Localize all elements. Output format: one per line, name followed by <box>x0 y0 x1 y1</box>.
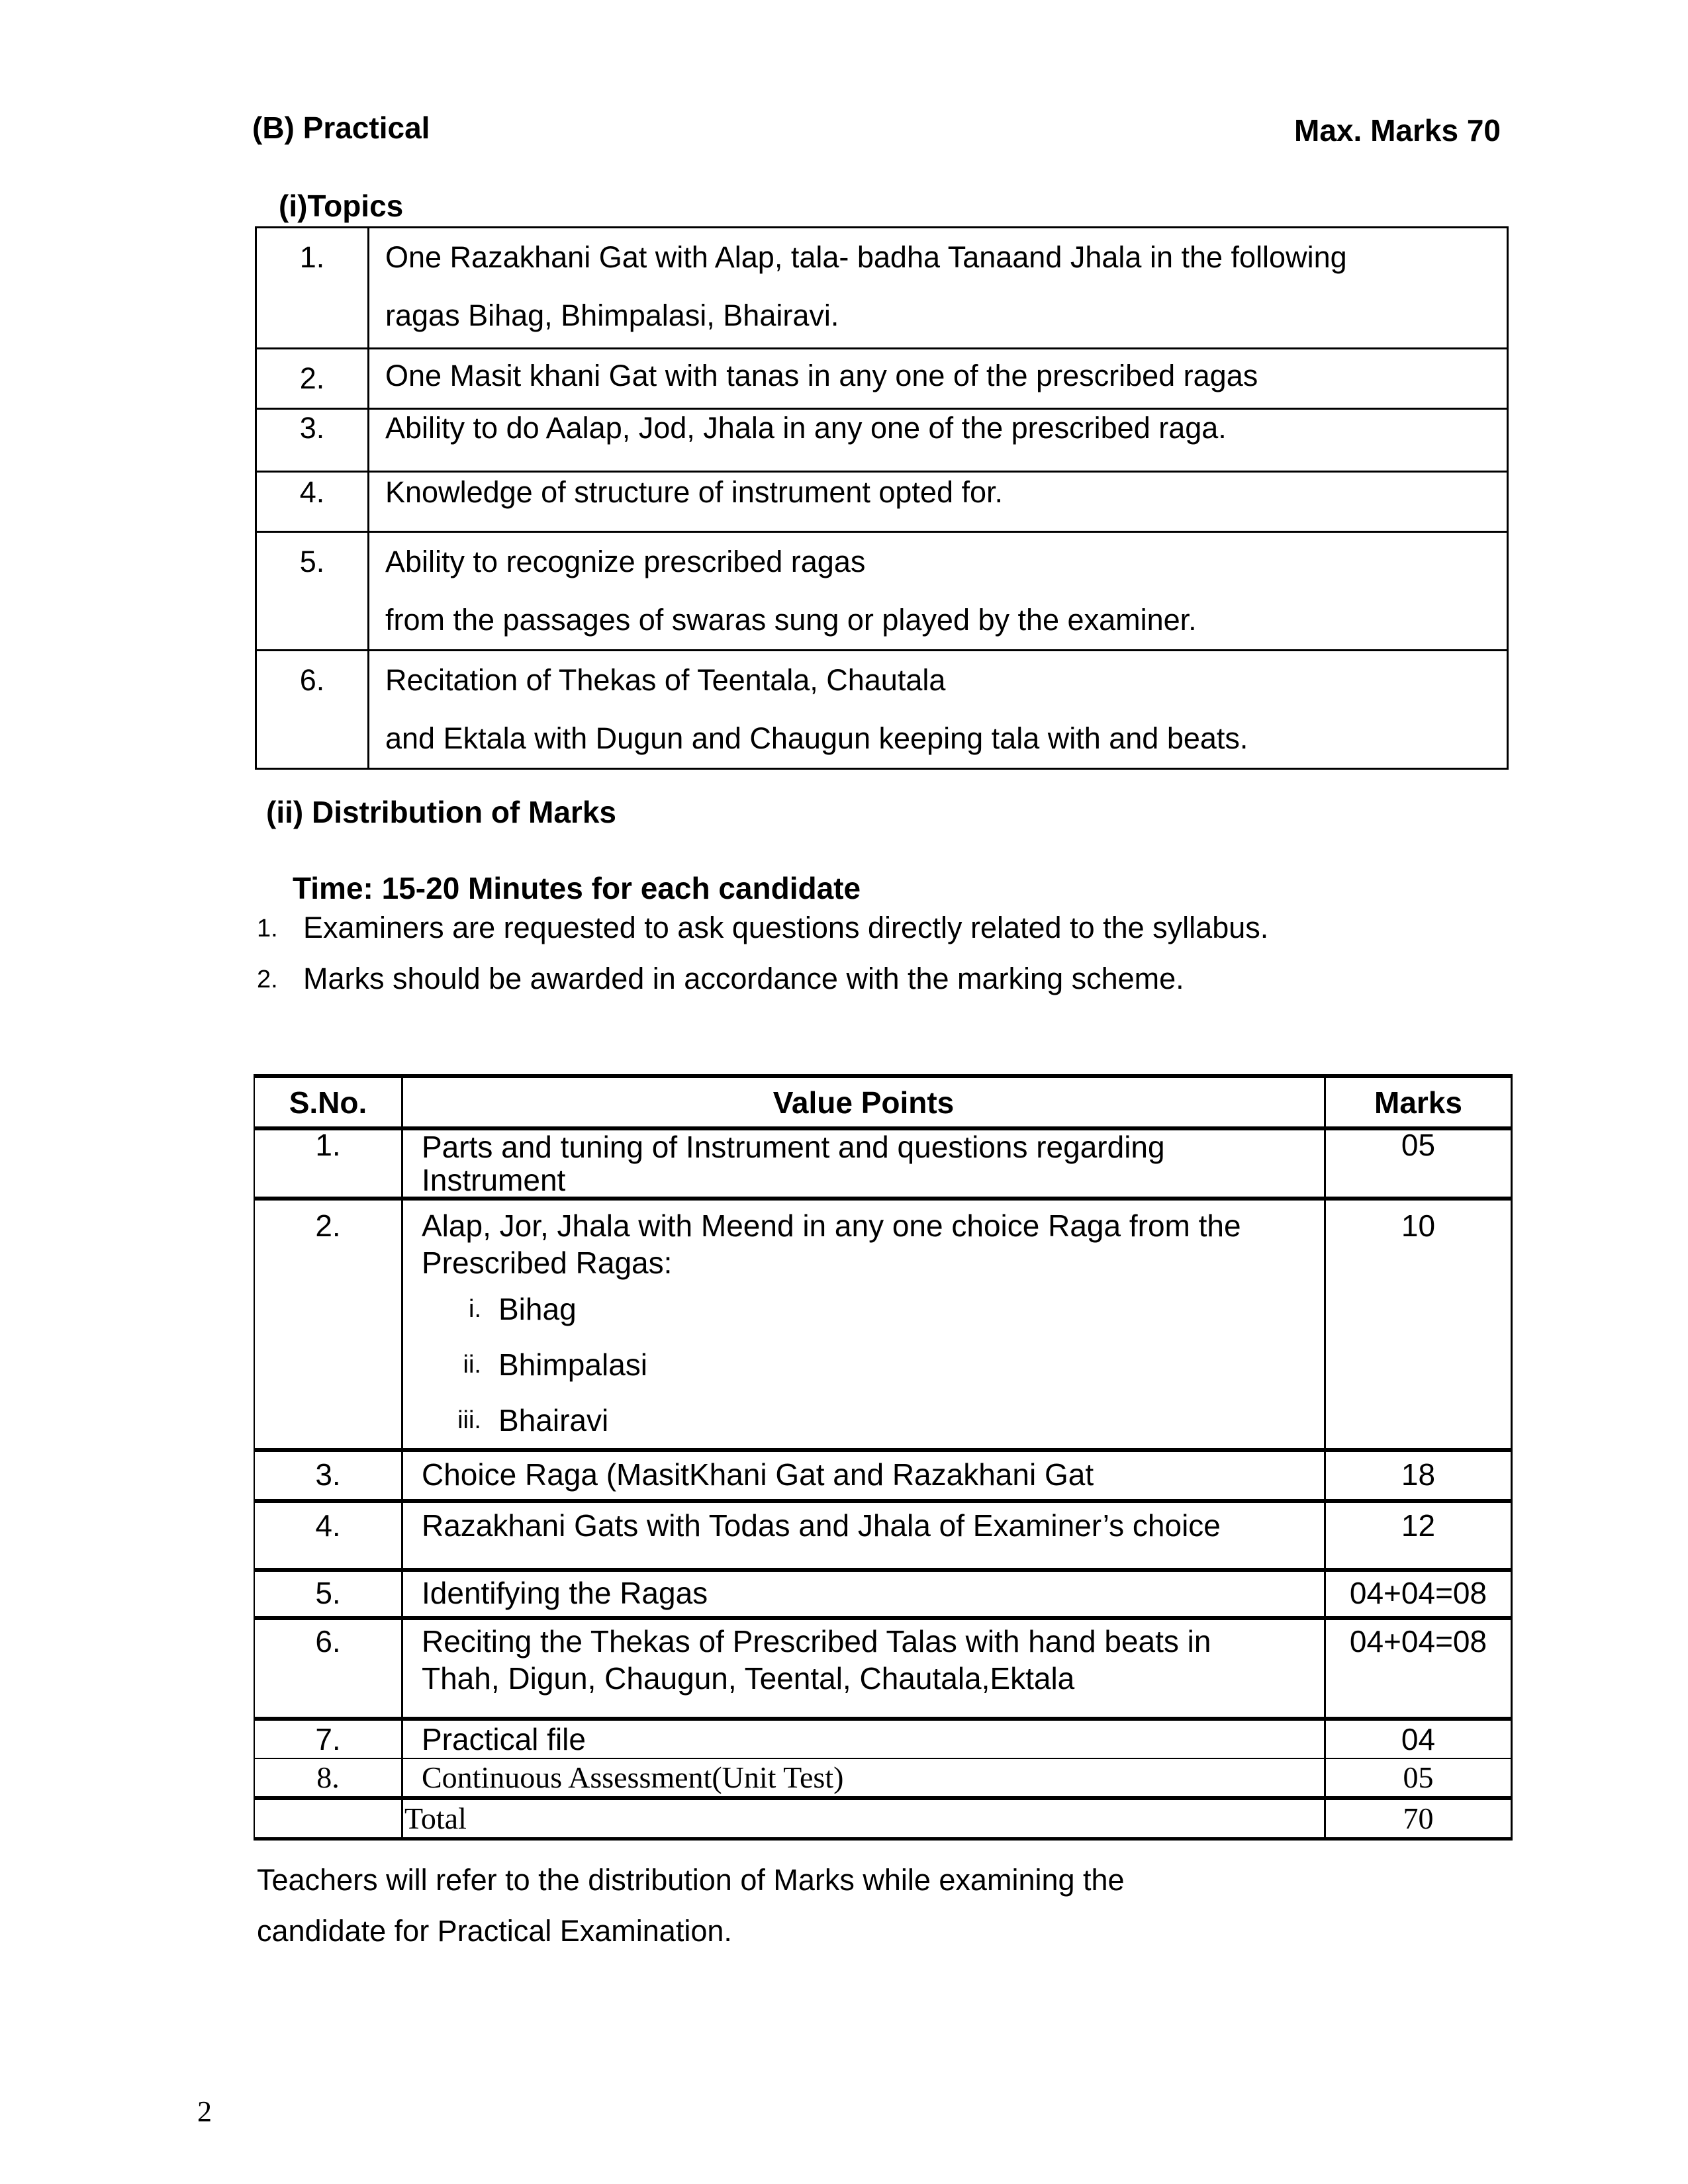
roman-numeral: ii. <box>463 1351 481 1379</box>
marks-table <box>254 1074 1513 1841</box>
value-point: Continuous Assessment(Unit Test) <box>402 1758 1325 1798</box>
max-marks: Max. Marks 70 <box>1294 113 1501 148</box>
marks-value: 05 <box>1325 1758 1512 1798</box>
section-title: (B) Practical <box>252 111 430 145</box>
topic-text: Knowledge of structure of instrument opted for. <box>385 475 1004 509</box>
marks-value: 04+04=08 <box>1325 1618 1512 1719</box>
marks-value: 04 <box>1325 1719 1512 1758</box>
value-point: Thah, Digun, Chaugun, Teental, Chautala,Ektala <box>422 1661 1075 1696</box>
topic-text: Ability to do Aalap, Jod, Jhala in any one of the prescribed raga. <box>385 411 1227 445</box>
header-sno: S.No. <box>254 1076 402 1128</box>
topics-heading: (i)Topics <box>279 189 404 223</box>
row-number: 5. <box>256 532 369 651</box>
row-number: 2. <box>256 349 369 409</box>
marks-value: 04+04=08 <box>1325 1570 1512 1618</box>
table-row <box>256 532 1508 651</box>
footer-note: Teachers will refer to the distribution of Marks while examining the <box>257 1863 1125 1897</box>
marks-value: 18 <box>1325 1450 1512 1501</box>
roman-numeral: iii. <box>457 1406 481 1434</box>
table-row <box>254 1199 1512 1450</box>
table-row <box>256 651 1508 769</box>
row-number: 1. <box>254 1128 402 1199</box>
row-number <box>254 1798 402 1839</box>
row-number: 4. <box>254 1501 402 1570</box>
header-value-points: Value Points <box>402 1076 1325 1128</box>
topic-text: One Razakhani Gat with Alap, tala- badha Tanaand Jhala in the following <box>385 240 1347 274</box>
distribution-heading: (ii) Distribution of Marks <box>266 795 616 829</box>
table-row <box>254 1570 1512 1618</box>
value-point: Choice Raga (MasitKhani Gat and Razakhani Gat <box>402 1450 1325 1501</box>
row-number: 2. <box>254 1199 402 1450</box>
value-point: Instrument <box>422 1163 566 1197</box>
total-row <box>254 1798 1512 1839</box>
topic-text: ragas Bihag, Bhimpalasi, Bhairavi. <box>385 298 839 332</box>
total-marks: 70 <box>1325 1798 1512 1839</box>
row-number: 4. <box>256 472 369 532</box>
row-number: 3. <box>256 409 369 472</box>
raga-name: Bhimpalasi <box>498 1347 647 1382</box>
marks-value: 10 <box>1325 1199 1512 1450</box>
list-number: 1. <box>257 915 278 942</box>
row-number: 7. <box>254 1719 402 1758</box>
instruction-text: Examiners are requested to ask questions directly related to the syllabus. <box>303 911 1269 944</box>
roman-numeral: i. <box>469 1295 481 1323</box>
table-row <box>254 1758 1512 1798</box>
table-row <box>254 1719 1512 1758</box>
page-number: 2 <box>197 2095 212 2128</box>
instruction-text: Marks should be awarded in accordance with the marking scheme. <box>303 962 1184 995</box>
table-row <box>256 472 1508 532</box>
value-point: Prescribed Ragas: <box>422 1246 673 1280</box>
row-number: 6. <box>254 1618 402 1719</box>
topic-text: One Masit khani Gat with tanas in any one of the prescribed ragas <box>385 359 1258 392</box>
table-row <box>254 1450 1512 1501</box>
value-point: Practical file <box>402 1719 1325 1758</box>
topic-text: Recitation of Thekas of Teentala, Chautala <box>385 663 946 697</box>
total-label: Total <box>402 1798 1325 1839</box>
raga-name: Bhairavi <box>498 1403 609 1437</box>
value-point: Alap, Jor, Jhala with Meend in any one choice Raga from the <box>422 1208 1241 1243</box>
row-number: 5. <box>254 1570 402 1618</box>
value-point: Reciting the Thekas of Prescribed Talas with hand beats in <box>422 1624 1211 1659</box>
topic-text: Ability to recognize prescribed ragas <box>385 545 866 578</box>
value-point: Parts and tuning of Instrument and questions regarding <box>422 1130 1165 1164</box>
table-row <box>256 349 1508 409</box>
footer-note: candidate for Practical Examination. <box>257 1914 732 1948</box>
table-row <box>254 1618 1512 1719</box>
row-number: 6. <box>256 651 369 769</box>
marks-value: 12 <box>1325 1501 1512 1570</box>
topic-text: from the passages of swaras sung or played by the examiner. <box>385 603 1197 637</box>
topic-text: and Ektala with Dugun and Chaugun keeping tala with and beats. <box>385 721 1248 755</box>
row-number: 3. <box>254 1450 402 1501</box>
marks-value: 05 <box>1325 1128 1512 1199</box>
topics-table <box>255 226 1509 770</box>
table-row <box>254 1501 1512 1570</box>
value-point: Identifying the Ragas <box>402 1570 1325 1618</box>
table-row <box>256 409 1508 472</box>
table-row <box>256 228 1508 349</box>
value-point: Razakhani Gats with Todas and Jhala of Examiner’s choice <box>402 1501 1325 1570</box>
time-note: Time: 15-20 Minutes for each candidate <box>293 871 861 905</box>
row-number: 8. <box>254 1758 402 1798</box>
list-number: 2. <box>257 966 278 993</box>
header-marks: Marks <box>1325 1076 1512 1128</box>
table-header <box>254 1076 1512 1128</box>
raga-name: Bihag <box>498 1292 577 1326</box>
table-row <box>254 1128 1512 1199</box>
row-number: 1. <box>256 228 369 349</box>
